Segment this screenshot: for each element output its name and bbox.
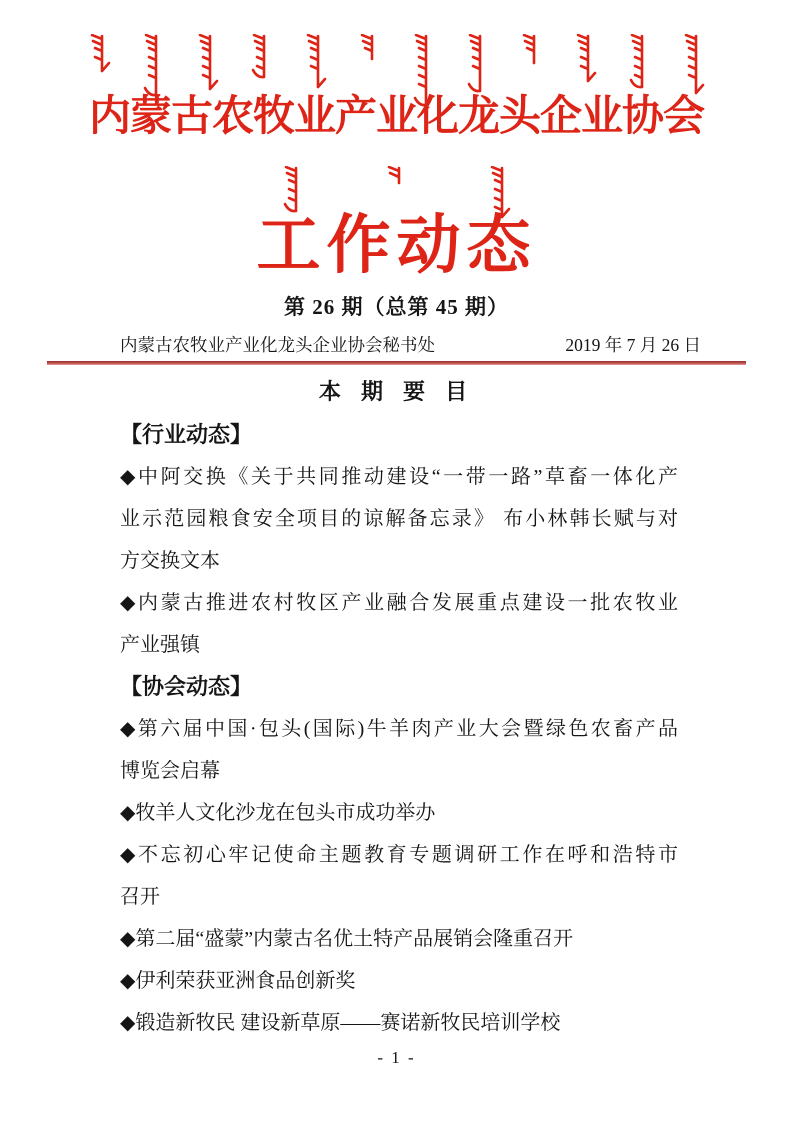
toc-item-line: ◆中阿交换《关于共同推动建设“一带一路”草畜一体化产 — [120, 466, 678, 488]
toc-item-line: ◆牧羊人文化沙龙在包头市成功举办 — [120, 802, 436, 824]
page-number: - 1 - — [377, 1048, 416, 1067]
toc-item-line: 方交换文本 — [120, 550, 220, 572]
mongolian-script-glyph-icon — [519, 34, 545, 66]
mongolian-script-glyph-icon — [681, 34, 707, 96]
toc-item-line: ◆锻造新牧民 建设新草原——赛诺新牧民培训学校 — [120, 1012, 561, 1034]
mongolian-script-glyph-icon — [303, 34, 329, 90]
section-heading: 【行业动态】 — [120, 422, 253, 447]
toc-item-line: ◆不忘初心牢记使命主题教育专题调研工作在呼和浩特市 — [120, 844, 678, 866]
mongolian-script-glyph-icon — [249, 34, 275, 80]
toc-item-line: 产业强镇 — [120, 634, 200, 656]
organization-title: 内蒙古农牧业产业化龙头企业协会 — [88, 94, 704, 140]
toc-body — [120, 414, 678, 1044]
toc-item-line: ◆内蒙古推进农村牧区产业融合发展重点建设一批农牧业 — [120, 592, 678, 614]
bulletin-title: 工作动态 — [256, 210, 537, 281]
toc-item-line: 业示范园粮食安全项目的谅解备忘录》 布小林韩长赋与对 — [120, 508, 678, 530]
publisher-name: 内蒙古农牧业产业化龙头企业协会秘书处 — [120, 335, 435, 355]
mongolian-script-glyph-icon — [195, 34, 221, 92]
toc-item-line: ◆伊利荣获亚洲食品创新奖 — [120, 970, 356, 992]
section-heading: 【协会动态】 — [120, 674, 253, 699]
mongolian-script-glyph-icon — [465, 34, 491, 94]
toc-item-line: ◆第二届“盛蒙”内蒙古名优土特产品展销会隆重召开 — [120, 928, 574, 950]
mongolian-script-glyph-icon — [281, 166, 307, 214]
mongolian-script-glyph-icon — [141, 34, 167, 98]
mongolian-script-glyph-icon — [384, 166, 410, 186]
mongolian-script-glyph-icon — [87, 34, 113, 74]
toc-item-line: 召开 — [120, 886, 160, 908]
toc-item-line: ◆第六届中国·包头(国际)牛羊肉产业大会暨绿色农畜产品 — [120, 718, 678, 740]
mongolian-script-glyph-icon — [627, 34, 653, 90]
mongolian-script-glyph-icon — [573, 34, 599, 84]
mongolian-script-glyph-icon — [357, 34, 383, 62]
issue-number: 第 26 期（总第 45 期） — [284, 295, 509, 319]
red-divider-rule — [47, 361, 746, 365]
toc-item-line: 博览会启幕 — [120, 760, 220, 782]
publish-date: 2019 年 7 月 26 日 — [565, 335, 701, 355]
publisher-row — [120, 334, 701, 356]
toc-heading: 本 期 要 目 — [318, 379, 475, 404]
